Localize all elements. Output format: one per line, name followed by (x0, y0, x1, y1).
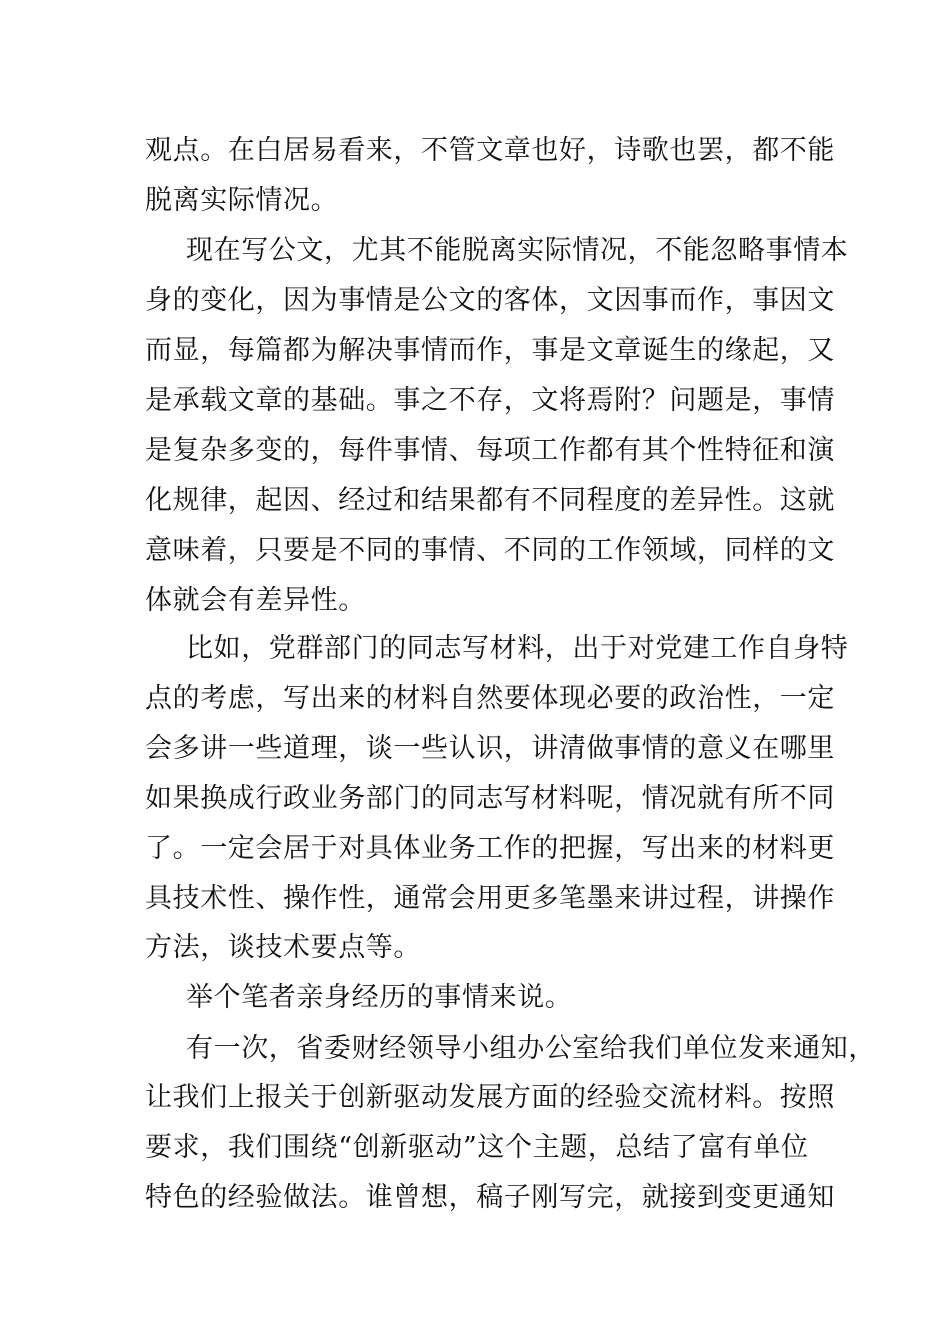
text-line: 点的考虑，写出来的材料自然要体现必要的政治性，一定 (145, 683, 835, 714)
text-line: 方法，谈技术要点等。 (145, 932, 421, 963)
text-line: 让我们上报关于创新驱动发展方面的经验交流材料。按照 (145, 1082, 835, 1113)
text-line: 如果换成行政业务部门的同志写材料呢，情况就有所不同 (145, 783, 835, 814)
paragraph-first-line: 有一次，省委财经领导小组办公室给我们单位发来通知， (186, 1033, 876, 1064)
text-line: 化规律，起因、经过和结果都有不同程度的差异性。这就 (145, 485, 835, 516)
text-line: 体就会有差异性。 (145, 585, 366, 616)
paragraph-first-line: 比如，党群部门的同志写材料，出于对党建工作自身特 (186, 633, 849, 664)
text-line: 观点。在白居易看来，不管文章也好，诗歌也罢，都不能 (145, 135, 835, 166)
text-line: 特色的经验做法。谁曾想，稿子刚写完，就接到变更通知 (145, 1182, 835, 1213)
text-line: 要求，我们围绕“创新驱动”这个主题，总结了富有单位 (145, 1132, 809, 1163)
text-line: 而显，每篇都为解决事情而作，事是文章诞生的缘起，又 (145, 335, 835, 366)
text-line: 具技术性、操作性，通常会用更多笔墨来讲过程，讲操作 (145, 883, 835, 914)
text-line: 了。一定会居于对具体业务工作的把握，写出来的材料更 (145, 833, 835, 864)
text-line: 意味着，只要是不同的事情、不同的工作领域，同样的文 (145, 535, 835, 566)
text-line: 身的变化，因为事情是公文的客体，文因事而作，事因文 (145, 285, 835, 316)
text-line: 是复杂多变的，每件事情、每项工作都有其个性特征和演 (145, 435, 835, 466)
text-line: 脱离实际情况。 (145, 185, 339, 216)
paragraph-first-line: 举个笔者亲身经历的事情来说。 (186, 982, 573, 1013)
text-line: 是承载文章的基础。事之不存，文将焉附？问题是，事情 (145, 385, 835, 416)
paragraph-first-line: 现在写公文，尤其不能脱离实际情况，不能忽略事情本 (186, 235, 849, 266)
text-line: 会多讲一些道理，谈一些认识，讲清做事情的意义在哪里 (145, 733, 835, 764)
